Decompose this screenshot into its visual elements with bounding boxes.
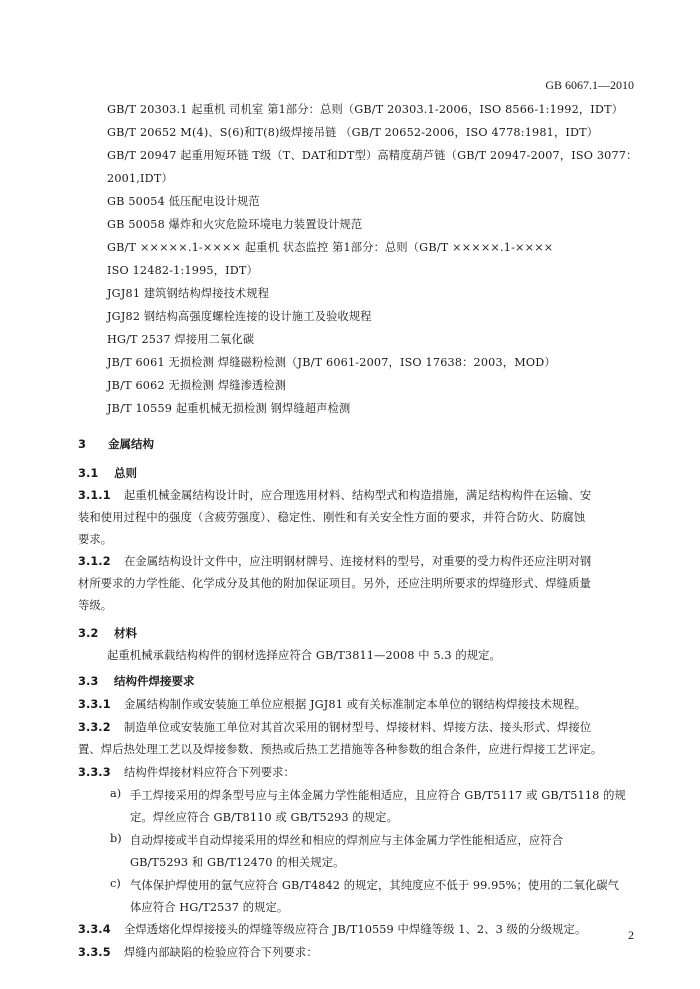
clause-text: 起重机械金属结构设计时，应合理选用材料、结构型式和构造措施，满足结构构件在运输、安 [124, 489, 592, 502]
list-item-label: c) [110, 877, 121, 890]
section-number: 3.2 [78, 626, 99, 640]
clause-text: 金属结构制作或安装施工单位应根据 JGJ81 或有关标准制定本单位的钢结构焊接技术规程。 [124, 698, 587, 711]
section-title: 结构件焊接要求 [114, 674, 195, 688]
section-number: 3 [78, 437, 87, 451]
list-item-text: 体应符合 HG/T2537 的规定。 [130, 901, 289, 914]
clause-text: 焊缝内部缺陷的检验应符合下列要求： [124, 946, 318, 959]
clause-3-2-text: 起重机械承载结构构件的钢材选择应符合 GB/T3811—2008 中 5.3 的规定。 [107, 649, 501, 662]
clause-number: 3.3.4 [78, 923, 111, 936]
reference-line: GB/T ×××××.1-×××× 起重机 状态监控 第1部分：总则（GB/T ×××××.1-×××× [107, 241, 554, 254]
section-title: 材料 [114, 626, 137, 640]
reference-line: JGJ81 建筑钢结构焊接技术规程 [107, 287, 270, 300]
reference-line: ISO 12482-1:1995，IDT） [107, 264, 258, 277]
clause-text: 制造单位或安装施工单位对其首次采用的钢材型号、焊接材料、焊接方法、接头形式、焊接位 [124, 721, 592, 734]
clause-text: 全焊透熔化焊焊接接头的焊缝等级应符合 JB/T10559 中焊缝等级 1、2、3 级的分级规定。 [124, 923, 587, 936]
reference-line: GB 50058 爆炸和火灾危险环境电力装置设计规范 [107, 218, 363, 231]
list-item-text: GB/T5293 和 GB/T12470 的相关规定。 [130, 856, 345, 869]
clause-3-3-1 [78, 696, 586, 712]
reference-line: JB/T 10559 起重机械无损检测 钢焊缝超声检测 [107, 402, 351, 415]
clause-number: 3.1.1 [78, 489, 111, 502]
clause-text-line: 要求。 [78, 533, 113, 546]
clause-text-line: 置、焊后热处理工艺以及焊接参数、预热或后热工艺措施等各种参数的组合条件，应进行焊接工艺评定。 [78, 743, 603, 756]
reference-line: GB/T 20303.1 起重机 司机室 第1部分：总则（GB/T 20303.1-2006，ISO 8566-1:1992，IDT） [107, 103, 624, 116]
reference-line: HG/T 2537 焊接用二氧化碳 [107, 333, 255, 346]
section-title: 金属结构 [108, 437, 154, 451]
clause-number: 3.3.2 [78, 721, 111, 734]
reference-line: JGJ82 钢结构高强度螺栓连接的设计施工及验收规程 [107, 310, 372, 323]
list-item-text: 自动焊接或半自动焊接采用的焊丝和相应的焊剂应与主体金属力学性能相适应，应符合 [130, 834, 564, 847]
section-3-heading [78, 436, 154, 452]
reference-line: GB/T 20652 M(4)、S(6)和T(8)级焊接吊链 （GB/T 20652-2006，ISO 4778:1981，IDT） [107, 126, 599, 139]
list-item-text: 气体保护焊使用的氩气应符合 GB/T4842 的规定，其纯度应不低于 99.95%；使用的二氧化碳气 [130, 879, 620, 892]
clause-3-3-5 [78, 944, 318, 960]
clause-3-1-2 [78, 553, 591, 569]
clause-3-3-2 [78, 719, 591, 735]
reference-line: GB/T 20947 起重用短环链 T级（T、DAT和DT型）高精度葫芦链（GB/T 20947-2007，ISO 3077： [107, 149, 638, 162]
list-item-text: 手工焊接采用的焊条型号应与主体金属力学性能相适应，且应符合 GB/T5117 或 GB/T5118 的规 [130, 789, 626, 802]
section-number: 3.1 [78, 466, 99, 480]
clause-text: 结构件焊接材料应符合下列要求： [124, 766, 295, 779]
clause-text: 在金属结构设计文件中，应注明钢材牌号、连接材料的型号，对重要的受力构件还应注明对钢 [124, 555, 592, 568]
clause-3-3-3 [78, 764, 295, 780]
list-item-label: b) [110, 832, 122, 845]
page-number: 2 [628, 928, 634, 942]
reference-line: JB/T 6062 无损检测 焊缝渗透检测 [107, 379, 287, 392]
clause-text-line: 材所要求的力学性能、化学成分及其他的附加保证项目。另外，还应注明所要求的焊缝形式、焊缝质量 [78, 577, 591, 590]
clause-3-3-4 [78, 921, 586, 937]
section-3-2-heading [78, 625, 137, 641]
reference-line: JB/T 6061 无损检测 焊缝磁粉检测（JB/T 6061-2007，ISO 17638：2003，MOD） [107, 356, 556, 369]
list-item-text: 定。焊丝应符合 GB/T8110 或 GB/T5293 的规定。 [130, 811, 398, 824]
clause-number: 3.3.1 [78, 698, 111, 711]
section-3-3-heading [78, 673, 195, 689]
section-title: 总则 [114, 466, 137, 480]
clause-text-line: 装和使用过程中的强度（含疲劳强度）、稳定性、刚性和有关安全性方面的要求，并符合防火、防腐蚀 [78, 511, 586, 524]
list-item-label: a) [110, 787, 122, 800]
clause-3-1-1 [78, 487, 591, 503]
section-number: 3.3 [78, 674, 99, 688]
reference-line: 2001,IDT） [107, 172, 173, 185]
clause-number: 3.3.5 [78, 946, 111, 959]
section-3-1-heading [78, 465, 137, 481]
clause-text-line: 等级。 [78, 599, 113, 612]
clause-number: 3.3.3 [78, 766, 111, 779]
clause-number: 3.1.2 [78, 555, 111, 568]
standard-code-header: GB 6067.1—2010 [545, 78, 634, 92]
reference-line: GB 50054 低压配电设计规范 [107, 195, 260, 208]
